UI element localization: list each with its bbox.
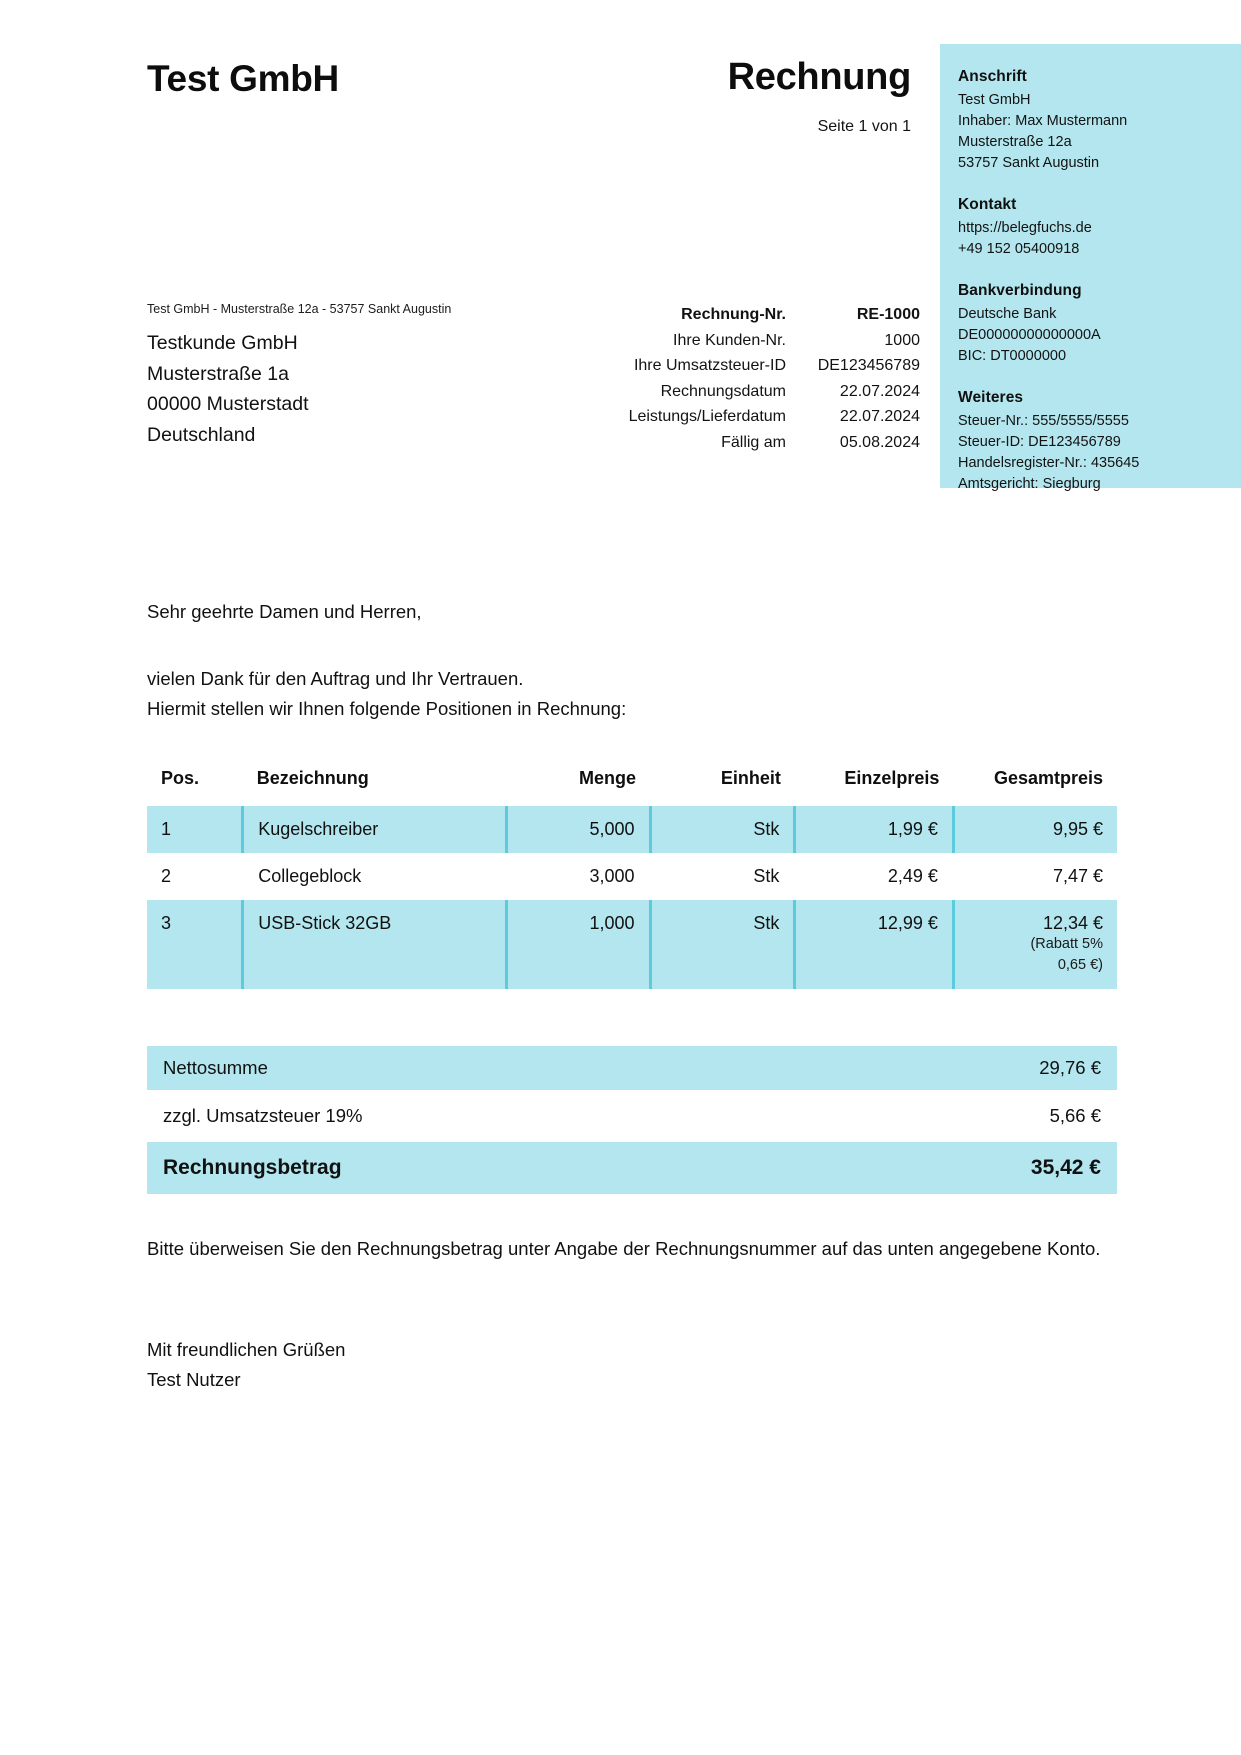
salutation: Sehr geehrte Damen und Herren, <box>147 601 422 622</box>
discount-note-line-2: 0,65 €) <box>1057 957 1103 973</box>
totals-label: Nettosumme <box>147 1046 820 1090</box>
bank-name: Deutsche Bank <box>958 306 1057 322</box>
meta-label: Ihre Umsatzsteuer-ID <box>633 357 786 374</box>
cell-quantity: 5,000 <box>506 806 650 853</box>
cell-unit: Stk <box>650 806 795 853</box>
recipient-line: 00000 Musterstadt <box>147 393 309 415</box>
page-indicator: Seite 1 von 1 <box>817 118 911 135</box>
contact-website[interactable]: https://belegfuchs.de <box>958 220 1092 236</box>
cell-description: USB-Stick 32GB <box>243 900 507 989</box>
company-info-sidebar <box>940 44 1241 492</box>
totals-value: 35,42 € <box>820 1142 1117 1194</box>
meta-row-vat-id <box>560 353 920 379</box>
meta-value: 22.07.2024 <box>839 382 920 400</box>
closing-signature: Test Nutzer <box>147 1369 241 1390</box>
meta-value: DE123456789 <box>817 357 920 374</box>
meta-row-due-date <box>560 430 920 456</box>
meta-label: Rechnung-Nr. <box>681 306 786 323</box>
sender-return-address: Test GmbH - Musterstraße 12a - 53757 Sankt Augustin <box>147 302 452 316</box>
totals-label: zzgl. Umsatzsteuer 19% <box>163 1105 363 1126</box>
meta-value: 1000 <box>884 331 920 349</box>
tax-id: Steuer-ID: DE123456789 <box>958 434 1121 450</box>
column-header-total-price: Gesamtpreis <box>993 768 1103 788</box>
closing-greeting: Mit freundlichen Grüßen <box>147 1339 346 1360</box>
address-heading: Anschrift <box>958 68 1027 85</box>
cell-unit: Stk <box>650 853 795 900</box>
cell-pos: 3 <box>147 900 243 989</box>
cell-description: Collegeblock <box>243 853 507 900</box>
intro-line-2: Hiermit stellen wir Ihnen folgende Positionen in Rechnung: <box>147 698 627 719</box>
intro-line-1: vielen Dank für den Auftrag und Ihr Vertrauen. <box>147 668 524 689</box>
discount-note-line-1: (Rabatt 5% <box>1030 936 1103 952</box>
bank-bic: BIC: DT0000000 <box>958 348 1067 364</box>
table-row <box>147 900 1117 989</box>
recipient-line: Musterstraße 1a <box>147 362 289 385</box>
document-title: Rechnung <box>727 56 911 98</box>
meta-row-invoice-date <box>560 379 920 405</box>
meta-row-customer-number <box>560 328 920 354</box>
cell-total-price: 9,95 € <box>953 806 1117 853</box>
sidebar-section-other <box>958 389 1223 495</box>
totals-row-grand-total <box>147 1142 1117 1194</box>
cell-unit-price: 2,49 € <box>795 853 954 900</box>
district-court: Amtsgericht: Siegburg <box>958 476 1101 492</box>
bank-heading: Bankverbindung <box>958 282 1082 299</box>
meta-value: 22.07.2024 <box>839 408 920 425</box>
address-line: Inhaber: Max Mustermann <box>958 113 1128 129</box>
intro-text <box>147 664 626 724</box>
cell-description: Kugelschreiber <box>243 806 507 853</box>
meta-label: Rechnungsdatum <box>660 382 786 400</box>
sidebar-section-bank <box>958 282 1223 367</box>
cell-pos: 2 <box>161 866 172 886</box>
recipient-address <box>147 328 309 450</box>
payment-instruction: Bitte überweisen Sie den Rechnungsbetrag unter Angabe der Rechnungsnummer auf das unten angegebene Konto. <box>147 1238 1101 1259</box>
company-name: Test GmbH <box>147 58 339 99</box>
sidebar-section-contact <box>958 196 1223 260</box>
column-header-description: Bezeichnung <box>256 768 369 788</box>
meta-value: RE-1000 <box>856 306 920 323</box>
cell-unit-price: 12,99 € <box>795 900 954 989</box>
totals-value: 5,66 € <box>1049 1105 1101 1126</box>
totals-table <box>147 1046 1117 1194</box>
cell-unit-price: 1,99 € <box>795 806 954 853</box>
closing-block <box>147 1335 345 1395</box>
column-header-unit-price: Einzelpreis <box>844 768 940 788</box>
address-line: 53757 Sankt Augustin <box>958 155 1100 171</box>
totals-value: 29,76 € <box>820 1046 1117 1090</box>
meta-label: Fällig am <box>721 433 786 451</box>
table-header-row <box>147 768 1117 806</box>
cell-total-price: 7,47 € <box>953 853 1117 900</box>
recipient-line: Deutschland <box>147 423 256 446</box>
meta-row-invoice-number <box>560 302 920 328</box>
meta-label: Ihre Kunden-Nr. <box>673 331 786 349</box>
address-line: Musterstraße 12a <box>958 134 1072 150</box>
totals-row-net <box>147 1046 1117 1090</box>
meta-row-delivery-date <box>560 404 920 430</box>
cell-unit: Stk <box>650 900 795 989</box>
totals-label: Rechnungsbetrag <box>147 1142 820 1194</box>
sidebar-section-address <box>958 68 1223 174</box>
cell-quantity: 1,000 <box>506 900 650 989</box>
cell-total-price <box>953 900 1117 989</box>
commercial-register-number: Handelsregister-Nr.: 435645 <box>958 455 1140 471</box>
cell-total-amount: 12,34 € <box>1042 913 1103 933</box>
bank-iban: DE00000000000000A <box>958 327 1101 343</box>
invoice-meta-block <box>560 302 920 455</box>
column-header-quantity: Menge <box>579 768 637 788</box>
table-row <box>147 853 1117 900</box>
other-heading: Weiteres <box>958 389 1024 406</box>
address-line: Test GmbH <box>958 92 1031 108</box>
tax-number: Steuer-Nr.: 555/5555/5555 <box>958 413 1129 429</box>
totals-row-vat <box>147 1094 1117 1138</box>
meta-label: Leistungs/Lieferdatum <box>628 408 786 425</box>
column-header-pos: Pos. <box>161 768 200 788</box>
contact-phone: +49 152 05400918 <box>958 241 1080 257</box>
table-row <box>147 806 1117 853</box>
contact-heading: Kontakt <box>958 196 1017 213</box>
cell-pos: 1 <box>147 806 243 853</box>
cell-quantity: 3,000 <box>506 853 650 900</box>
recipient-line: Testkunde GmbH <box>147 332 298 354</box>
meta-value: 05.08.2024 <box>839 433 920 451</box>
line-items-table <box>147 768 1117 989</box>
column-header-unit: Einheit <box>720 768 781 788</box>
